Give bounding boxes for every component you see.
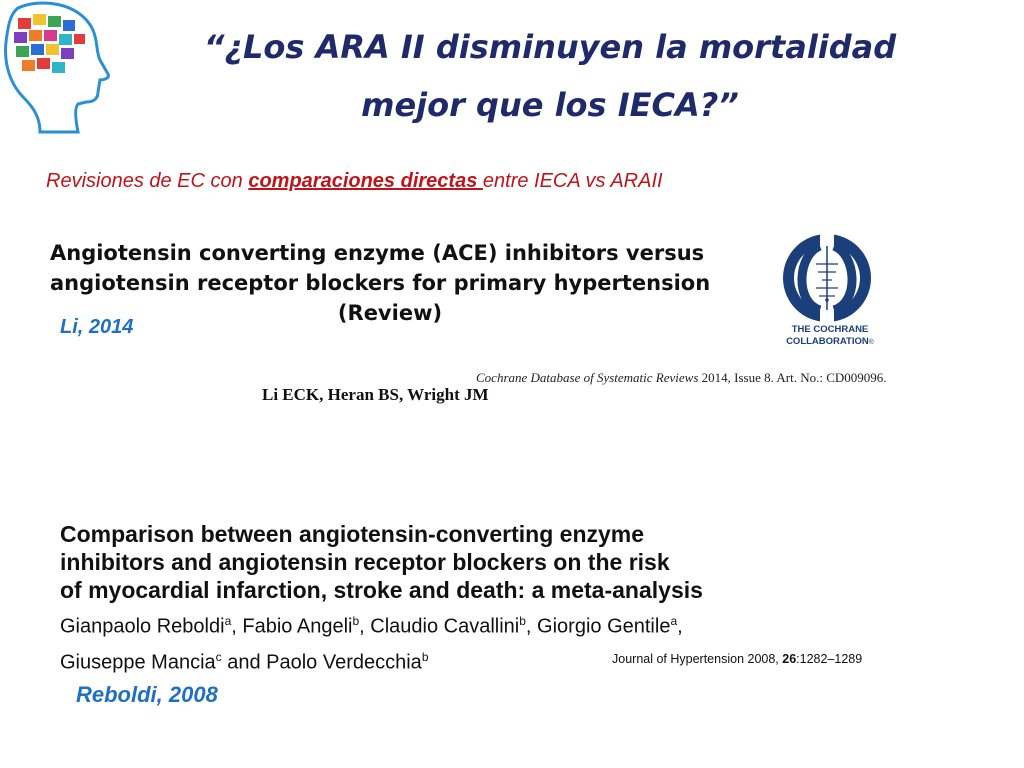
author-separator: ,: [677, 615, 683, 638]
author-affiliation: b: [421, 649, 429, 664]
subtitle-after: entre IECA vs ARAII: [482, 170, 663, 192]
subtitle: [46, 170, 663, 193]
author-affiliation: c: [215, 649, 222, 664]
review2-title-line-2: inhibitors and angiotensin receptor blockers on the risk: [60, 549, 670, 575]
author-affiliation: a: [670, 614, 678, 628]
author-separator: ,: [525, 615, 538, 638]
title-line-1: “¿Los ARA II disminuyen la mortalidad: [203, 28, 897, 66]
review2-title-line-3: of myocardial infarction, stroke and death: a meta-analysis: [60, 577, 703, 603]
review2-citation-journal: Journal of Hypertension: [612, 652, 745, 666]
author-name: Paolo Verdecchia: [266, 651, 422, 674]
cochrane-text-line-2: COLLABORATION: [786, 336, 869, 347]
review2-title-line-1: Comparison between angiotensin-converting enzyme: [60, 521, 645, 547]
author-name: Giuseppe Mancia: [60, 651, 216, 674]
review1-citation-rest: 2014, Issue 8. Art. No.: CD009096.: [698, 370, 887, 385]
review2-citation-volume: 26: [782, 652, 797, 666]
author-affiliation: b: [352, 614, 360, 628]
cochrane-registered-mark: ®: [868, 339, 874, 346]
author-name: Fabio Angeli: [242, 615, 353, 638]
cochrane-text-line-1: THE COCHRANE: [791, 324, 869, 335]
review2-citation: [612, 652, 862, 666]
review1-title-line-3: (Review): [337, 301, 443, 325]
review1-title-line-2: angiotensin receptor blockers for primary hypertension: [50, 271, 711, 295]
author-separator: ,: [359, 615, 371, 638]
cochrane-logo-text: [770, 324, 890, 349]
review1-title-line-1: Angiotensin converting enzyme (ACE) inhibitors versus: [50, 241, 705, 265]
author-separator: ,: [231, 615, 243, 638]
subtitle-emphasis: comparaciones directas: [248, 170, 483, 192]
page-title: [150, 18, 950, 134]
review1-title: [50, 238, 730, 328]
review2-citation-year: 2008,: [744, 652, 783, 666]
review1-ref-label: Li, 2014: [60, 316, 134, 338]
review2-ref-label: Reboldi, 2008: [76, 682, 218, 707]
author-separator: and: [221, 651, 267, 674]
review2-title: [60, 520, 703, 604]
title-line-2: mejor que los IECA?”: [361, 86, 739, 124]
review1-citation: [476, 370, 887, 386]
subtitle-before: Revisiones de EC con: [46, 170, 249, 192]
head-profile-puzzle-icon: [0, 0, 110, 150]
review2-citation-pages: :1282–1289: [796, 652, 863, 666]
review2-authors: [60, 606, 683, 677]
author-name: Gianpaolo Reboldi: [60, 615, 225, 638]
author-name: Claudio Cavallini: [370, 615, 520, 638]
author-name: Giorgio Gentile: [537, 615, 671, 638]
review1-citation-journal: Cochrane Database of Systematic Reviews: [476, 370, 699, 385]
review1-authors: Li ECK, Heran BS, Wright JM: [262, 385, 489, 404]
author-affiliation: a: [224, 614, 232, 628]
author-affiliation: b: [519, 614, 526, 628]
